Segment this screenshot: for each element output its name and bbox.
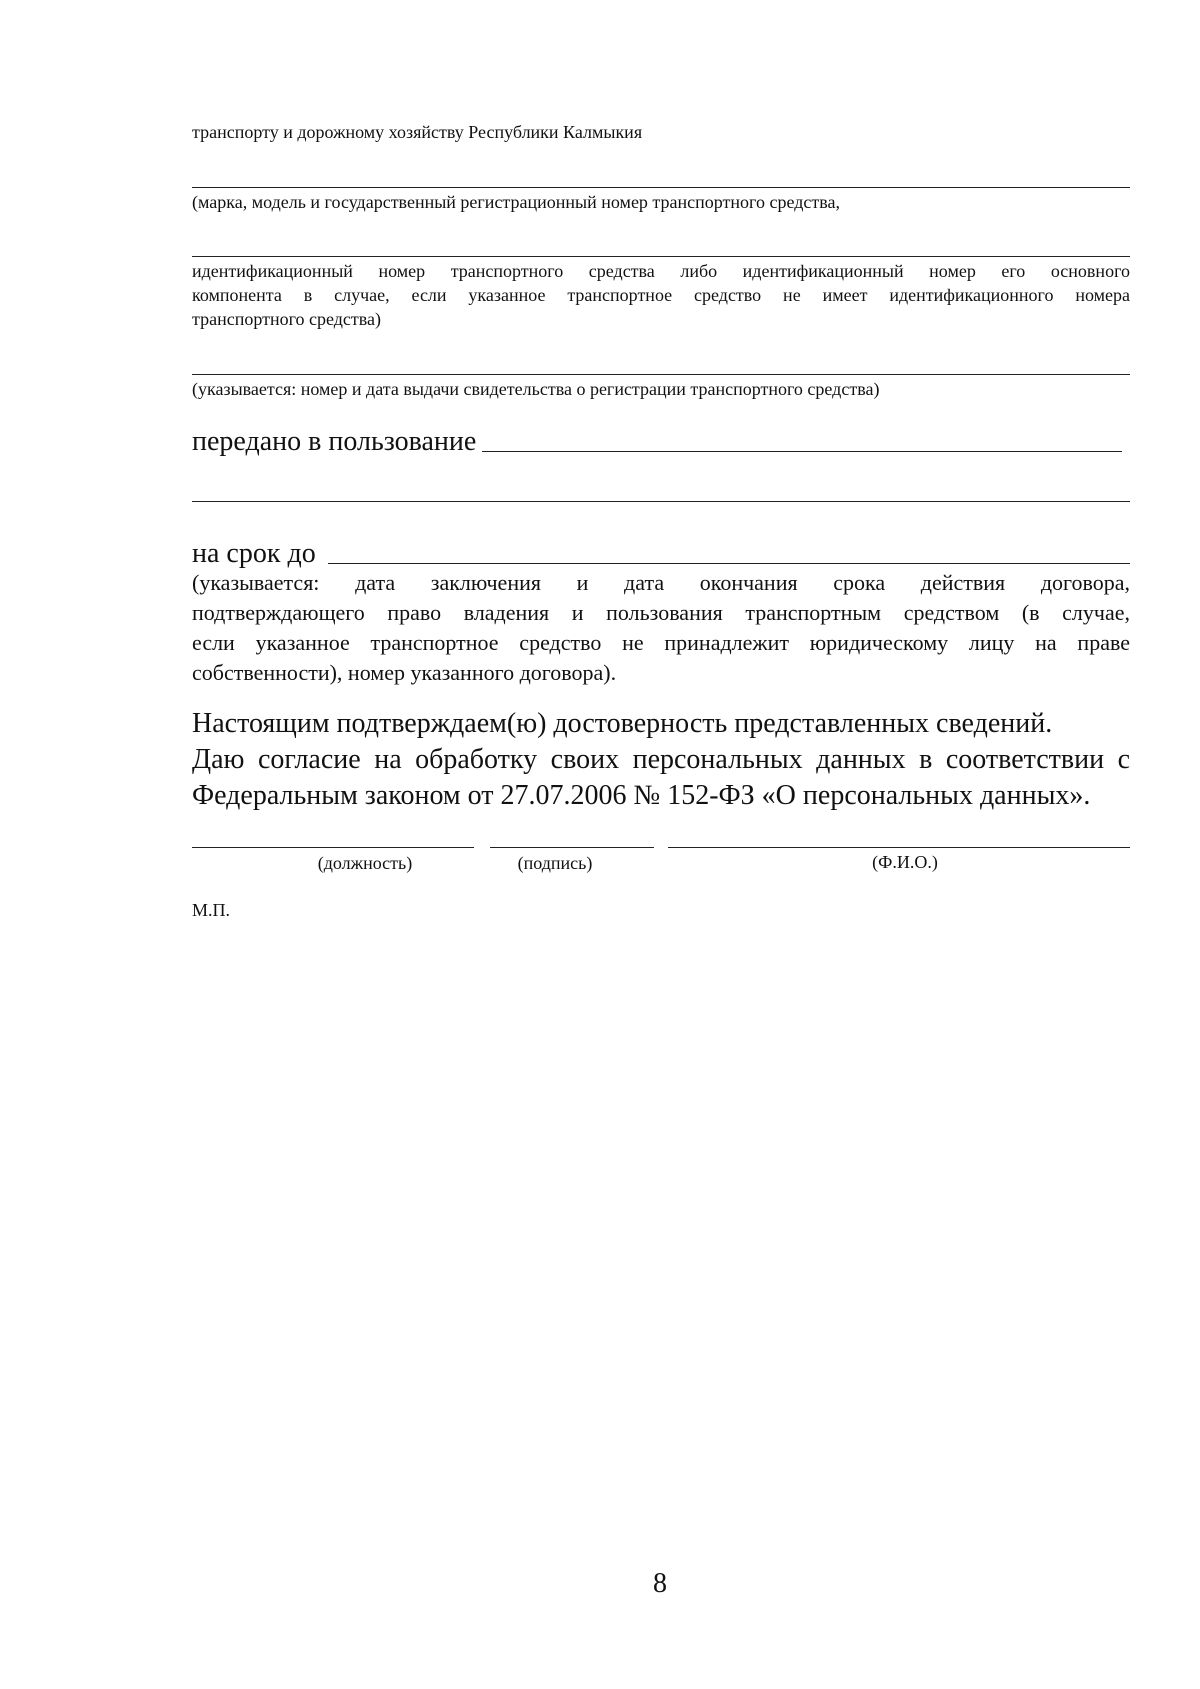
position-signature-line[interactable] <box>192 847 474 848</box>
term-label: на срок до <box>192 538 316 569</box>
term-caption-line-1: (указывается: дата заключения и дата окончания срока действия договора, <box>192 570 1130 595</box>
vin-caption-line-2: компонента в случае, если указанное транспортное средство не имеет идентификационного номера <box>192 285 1130 305</box>
transferred-input-line[interactable] <box>482 451 1122 452</box>
vin-caption-line-1: идентификационный номер транспортного средства либо идентификационный номер его основного <box>192 261 1130 281</box>
stamp-label: М.П. <box>192 900 231 920</box>
vin-input-line[interactable] <box>192 256 1130 257</box>
header-line: транспорту и дорожному хозяйству Республики Калмыкия <box>192 122 643 142</box>
term-input-line[interactable] <box>328 563 1130 564</box>
confirm-line-3: Федеральным законом от 27.07.2006 № 152-ФЗ «О персональных данных». <box>192 780 1091 811</box>
term-caption-line-2: подтверждающего право владения и пользования транспортным средством (в случае, <box>192 600 1130 625</box>
name-signature-line[interactable] <box>668 847 1130 848</box>
term-caption-line-3: если указанное транспортное средство не принадлежит юридическому лицу на праве <box>192 630 1130 655</box>
page-number: 8 <box>653 1568 667 1599</box>
confirm-line-1: Настоящим подтверждаем(ю) достоверность представленных сведений. <box>192 708 1053 739</box>
certificate-caption: (указывается: номер и дата выдачи свидетельства о регистрации транспортного средства) <box>192 379 880 399</box>
vehicle-caption: (марка, модель и государственный регистрационный номер транспортного средства, <box>192 192 840 212</box>
sign-caption: (подпись) <box>517 853 593 873</box>
transferred-input-line-2[interactable] <box>192 501 1130 502</box>
certificate-input-line[interactable] <box>192 374 1130 375</box>
transferred-label: передано в пользование <box>192 426 477 457</box>
vin-caption-line-3: транспортного средства) <box>192 309 382 329</box>
vehicle-input-line[interactable] <box>192 187 1130 188</box>
name-caption: (Ф.И.О.) <box>872 852 938 872</box>
sign-signature-line[interactable] <box>490 847 654 848</box>
confirm-line-2: Даю согласие на обработку своих персональных данных в соответствии с <box>192 744 1130 775</box>
term-caption-line-4: собственности), номер указанного договора). <box>192 660 617 685</box>
position-caption: (должность) <box>317 853 413 873</box>
